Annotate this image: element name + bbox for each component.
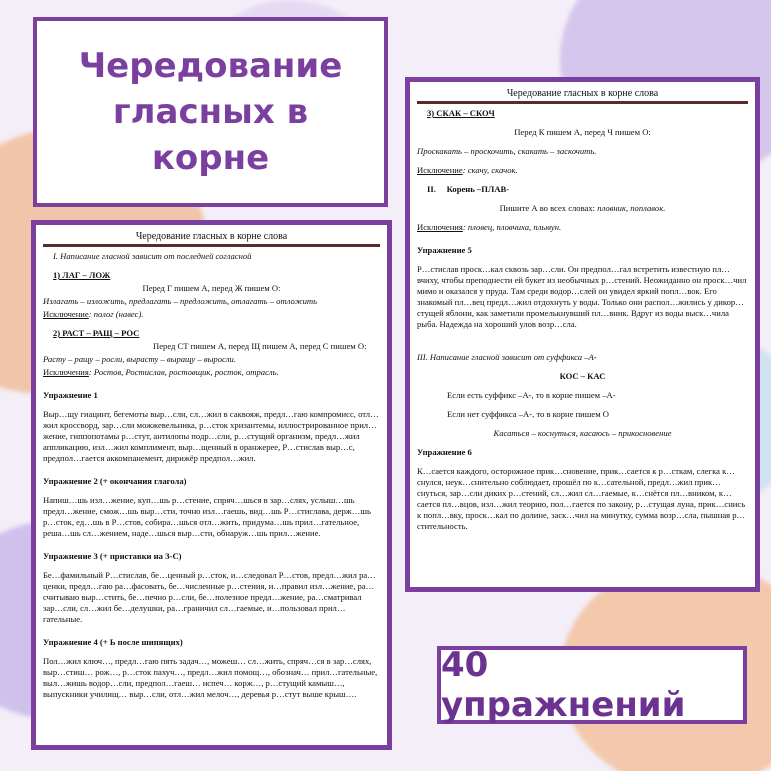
exercise-title: Упражнение 5 bbox=[417, 245, 472, 255]
rule-text: Если нет суффикса –А-, то в корне пишем О bbox=[447, 409, 610, 419]
section-heading: I. Написание гласной зависит от последней согласной bbox=[53, 251, 252, 261]
sheet-header: Чередование гласных в корне слова bbox=[506, 88, 659, 99]
rule-title: 2) РАСТ – РАЩ – РОС bbox=[53, 328, 140, 338]
sheet-header: Чередование гласных в корне слова bbox=[135, 231, 288, 242]
exercise-text: Р…стислав проск…кал сквозь зар…сли. Он предпол…гал встретить известную пл…вчиху, чтобы преподнести ей букет из необычных р…стений. Неожиданно он проск…чил мимо и оказался у пруда. Там среди водор…слей он увидел яркий попл…вок. Его знакомый пл…вец предл…жил отдохнуть у воды. Только они распол…жились у дикор…стущей яблони, как заметили промелькнувший пл…вник. Вдруг из воды выск…чила рыба. Надежда на хороший улов возр…сла. bbox=[417, 264, 747, 329]
rule-exception: Исключения: пловец, пловчиха, плывун. bbox=[417, 222, 562, 232]
exercise-count-label: 40 упражнений bbox=[441, 645, 686, 725]
rule-text: Пишите А во всех словах: пловник, поплавок. bbox=[499, 203, 666, 213]
rule-title: КОС – КАС bbox=[559, 371, 606, 381]
exercise-text: Пол…жил ключ…, предл…гаю пять задач…, можеш… сл…жить, спряч…ся в зар…слях, выр…стиш… рож…, р…сток пахуч…, предл…жил помощ…, обознач… прил…гательные, выл…жишь водор…сли, предпол…гаеш… испеч… корж…, р…стущий камыш…, выпускники училищ… выр…сли, отл…жил мелоч…, деревья р…стут выше крыш…. bbox=[43, 656, 378, 699]
rule-text: Перед Г пишем А, перед Ж пишем О: bbox=[142, 283, 281, 293]
rule-examples: Касаться – коснуться, касаюсь – прикосновение bbox=[493, 428, 672, 438]
page-title: Чередование гласных в корне bbox=[78, 46, 343, 178]
rule-exception: Исключения: Ростов, Ростислав, ростовщик, росток, отрасль. bbox=[43, 367, 279, 377]
header-divider bbox=[43, 244, 380, 247]
rule-text: Если есть суффикс –А-, то в корне пишем –А- bbox=[447, 390, 616, 400]
worksheet-page-1 bbox=[31, 220, 392, 750]
exercise-title: Упражнение 2 (+ окончания глагола) bbox=[43, 476, 187, 486]
exercise-title: Упражнение 4 (+ Ь после шипящих) bbox=[43, 637, 183, 647]
exercise-title: Упражнение 6 bbox=[417, 447, 472, 457]
worksheet-page-2 bbox=[405, 77, 760, 592]
rule-examples: Проскакать – проскочить, скакать – заскочить. bbox=[417, 146, 597, 156]
rule-exception: Исключение: полог (навес). bbox=[43, 309, 144, 319]
exercise-title: Упражнение 1 bbox=[43, 390, 98, 400]
exercise-text: К…сается каждого, осторожное прик…сновение, прик…сается к р…сткам, слегка к…снулся, неук…снительно соблюдает, прошёл по к…сательной, предл…жил прик…снуться, зар…сли диких р…стений, сл…жил сл…гаемые, к…снётся пл…вником, к…сается пл…вцов, изл…жил теорию, пол…гается по закону, р…стущая луна, прик…снись к попл…вку, проск…кал по долине, заск…чил на минутку, сумма возр…сла, пышная р…стительность. bbox=[417, 466, 746, 531]
exercise-text: Напиш…шь изл…жение, куп…шь р…стение, спряч…шься в зар…слях, услыш…шь предл…жение, смож…шь выр…сти, точно изл…гаешь, вид…шь Р…стислава, держ…шь р…сток, ед…шь в Р…стов, собира…шься отл…жить, придума…шь прил…гательное, реша…шь сл…жением, наде…шься выр…сти, обнаруж…шь прил…жение. bbox=[43, 495, 371, 538]
exercise-count-card bbox=[437, 646, 747, 724]
section-heading: III. Написание гласной зависит от суффикса –А- bbox=[417, 352, 597, 362]
title-card bbox=[33, 17, 388, 207]
rule-exception: Исключение: скачу, скачок. bbox=[417, 165, 518, 175]
rule-title: 3) СКАК – СКОЧ bbox=[427, 108, 495, 118]
section-heading: II. Корень –ПЛАВ- bbox=[427, 184, 510, 194]
header-divider bbox=[417, 101, 748, 104]
rule-examples: Расту – ращу – росли, вырасту – выращу – выросли. bbox=[43, 354, 236, 364]
rule-examples: Излагать – изложить, предлагать – предложить, отлагать – отложить bbox=[43, 296, 318, 306]
exercise-text: Выр…щу гиацинт, бегемоты выр…сли, сл…жил в саквояж, предл…гаю компромисс, отл…жил кроссворд, зар…сли можжевельника, р…сток хризантемы, иллюстрированное прил…жение, гиппопотамы р…стут, антилопы подр…сли, р…стущий организм, предл…жил аппликацию, изл…жил комплимент, выр…щенный в оранжерее, Р…стислав выр…с, предпол…гается аккомпанемент, дирижёр предпол…жил. bbox=[43, 409, 379, 463]
rule-title: 1) ЛАГ – ЛОЖ bbox=[53, 270, 111, 280]
rule-text: Перед СТ пишем А, перед Щ пишем А, перед С пишем О: bbox=[153, 341, 367, 351]
exercise-text: Бе…фамильный Р…стислав, бе…ценный р…сток, и…следовал Р…стов, предл…жил ра…ценки, предл…гаю ра…фасовать, бе…численные р…стения, и…правил изл…жение, ра…считываю выр…стить, бе…печно р…сли, бе…полезное предл…жение, ра…сматривал зар…сли, сл…жил бе…делушки, ра…граничил сл…гаемые, и…пользовал прил…гательные. bbox=[43, 570, 376, 624]
rule-text: Перед К пишем А, перед Ч пишем О: bbox=[514, 127, 651, 137]
exercise-title: Упражнение 3 (+ приставки на З-С) bbox=[43, 551, 182, 561]
